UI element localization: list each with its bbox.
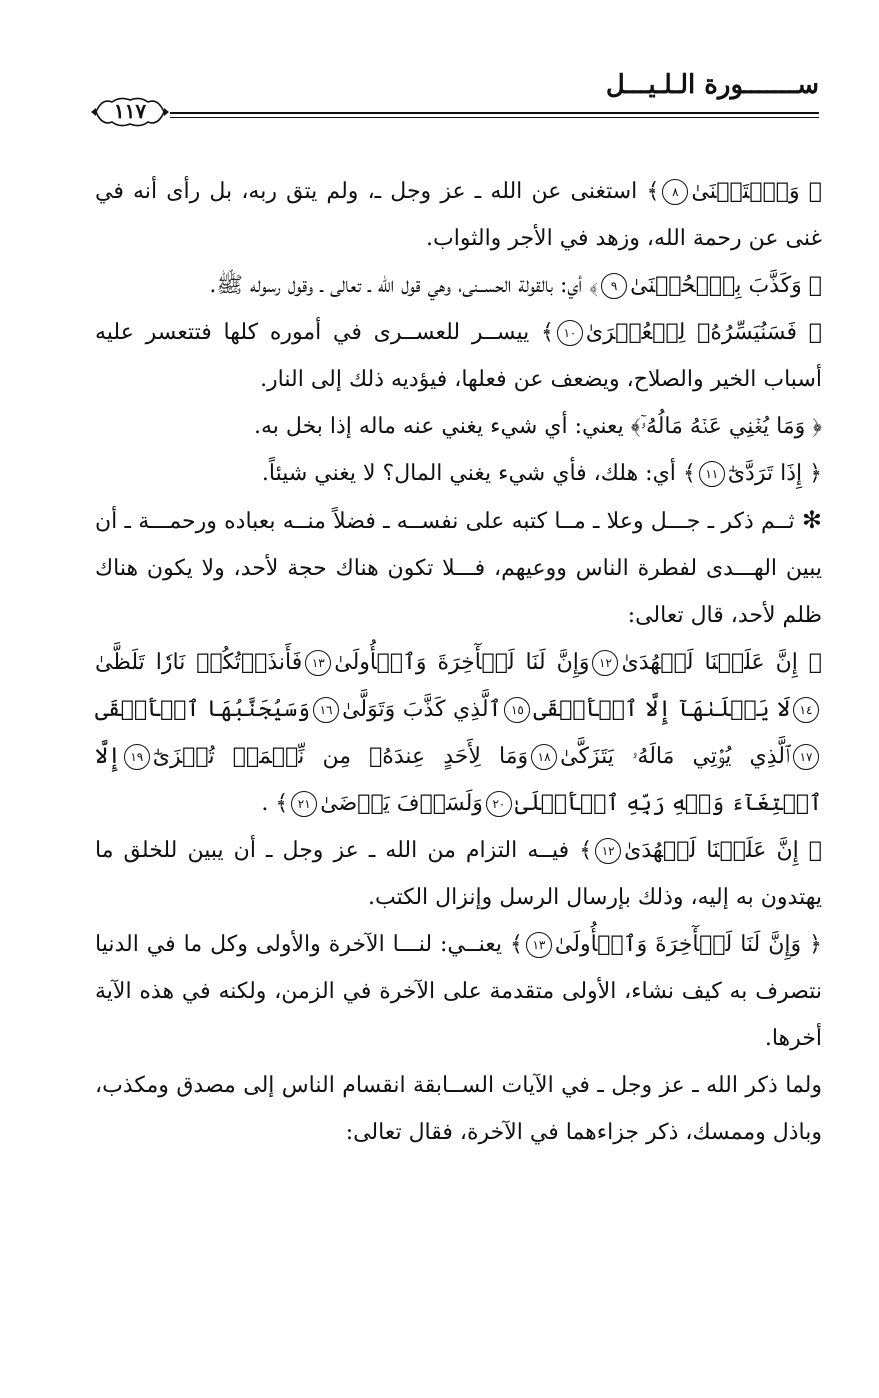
paragraph xyxy=(95,403,822,450)
quran-verse-text: ٱلَّذِي يُؤۡتِي مَالَهُۥ يَتَزَكَّىٰ xyxy=(560,744,791,769)
ayah-number-marker: ١٣ xyxy=(305,650,331,676)
quran-verse-text: ﴾ xyxy=(646,179,660,204)
ayah-number-marker: ١٢ xyxy=(595,838,621,864)
paragraph xyxy=(95,168,822,262)
page-number: ١١٧ xyxy=(113,99,147,123)
quran-verse-text: وَمَا لِأَحَدٍ عِندَهُۥ مِن نِّعۡمَةٖ تُجۡزَىٰٓ xyxy=(152,744,529,769)
commentary-text: ولما ذكر الله ـ عز وجل ـ في الآيات الســابقة انقسام الناس إلى مصدق ومكذب، وباذل وممسك، ذكر جزاءهما في الآخرة، فقال تعالى: xyxy=(95,1073,822,1145)
quran-verse-text: ﴾ xyxy=(682,461,696,486)
ayah-number-marker: ٨ xyxy=(662,179,688,205)
page-body xyxy=(95,168,822,1156)
commentary-text: أي: بالقولة الحســنى، وهي قول الله ـ تعالى ـ وقول رسوله ﷺ. xyxy=(209,273,590,298)
ayah-number-marker: ١٦ xyxy=(313,697,339,723)
quran-verse-text: ٱلَّذِي كَذَّبَ وَتَوَلَّىٰ xyxy=(342,697,502,722)
paragraph xyxy=(95,309,822,403)
ayah-number-marker: ٢٠ xyxy=(486,791,512,817)
ayah-number-marker: ١١ xyxy=(699,461,725,487)
quran-verse-text: ﴾ xyxy=(630,414,641,439)
ayah-number-marker: ٩ xyxy=(601,273,627,299)
ayah-number-marker: ١٠ xyxy=(557,320,583,346)
quran-verse-text: ﴾ xyxy=(510,932,523,957)
header-rule-thin xyxy=(150,117,819,118)
commentary-text: يعنــي: لنـــا الآخرة والأولى وكل ما في الدنيا نتصرف به كيف نشاء، الأولى متقدمة على الآخرة في الزمن، ولكنه في هذه الآية أخرها. xyxy=(95,932,822,1051)
commentary-text: ثــم ذكر ـ جـــل وعلا ـ مــا كتبه على نفســه ـ فضلاً منــه بعباده ورحمـــة ـ أن يبين الهـــدى لفطرة الناس ووعيهم، فـــلا تكون هناك حجة لأحد، ولا يكون هناك ظلم لأحد، قال تعالى: xyxy=(95,509,822,628)
quran-verse-text: فَأَنذَرۡتُكُمۡ نَارٗا تَلَظَّىٰ xyxy=(95,650,303,675)
quran-verse-text: ﴾ xyxy=(541,320,554,345)
ayah-number-marker: ١٩ xyxy=(124,744,150,770)
quran-verse-text: لَا يَصۡلَىٰهَآ إِلَّا ٱلۡأَشۡقَى xyxy=(533,697,790,722)
quran-verse-text: إِلَّا ٱبۡتِغَآءَ وَجۡهِ رَبِّهِ ٱلۡأَعۡلَىٰ xyxy=(95,744,822,816)
quran-verse-text: ﴾ . xyxy=(261,791,289,816)
ayah-number-marker: ١٢ xyxy=(592,650,618,676)
quran-verse-text: ﴿ وَإِنَّ لَنَا لَلۡأٓخِرَةَ وَٱلۡأُولَىٰ xyxy=(554,932,823,957)
quran-verse-text: ﴿ وَٱسۡتَغۡنَىٰ xyxy=(691,179,823,204)
quran-verse-text: ﴿ وَكَذَّبَ بِٱلۡحُسۡنَىٰ xyxy=(630,273,822,298)
commentary-text: ييســر للعســرى في أموره كلها فتتعسر عليه أسباب الخير والصلاح، ويضعف عن فعلها، فيؤديه ذلك إلى النار. xyxy=(95,320,822,392)
ayah-number-marker: ١٧ xyxy=(793,744,819,770)
commentary-text: أي: هلك، فأي شيء يغني المال؟ لا يغني شيئاً. xyxy=(261,461,683,486)
quran-verse-text: ﴿ إِذَا تَرَدَّىٰٓ xyxy=(727,461,822,486)
paragraph xyxy=(95,827,822,921)
paragraph xyxy=(95,262,822,309)
commentary-text: فيــه التزام من الله ـ عز وجل ـ أن يبين للخلق ما يهتدون به إليه، وذلك بإرسال الرسل وإنزال الكتب. xyxy=(95,838,822,910)
quran-verse-text: وَسَيُجَنَّبُهَا ٱلۡأَتۡقَى xyxy=(95,697,311,722)
quran-verse-text: ﴿ إِنَّ عَلَيۡنَا لَلۡهُدَىٰ xyxy=(624,838,823,863)
quran-verse-text: ﴿ وَمَا يُغۡنِي عَنۡهُ مَالُهُۥٓ xyxy=(640,414,822,439)
paragraph xyxy=(95,450,822,497)
page-header xyxy=(90,68,819,138)
ayah-number-marker: ١٣ xyxy=(526,932,552,958)
ayah-number-marker: ١٨ xyxy=(531,744,557,770)
quran-verse-text: ﴾ xyxy=(579,838,593,863)
quran-verse-text: وَإِنَّ لَنَا لَلۡأٓخِرَةَ وَٱلۡأُولَىٰ xyxy=(334,650,590,675)
surah-title: ســـــــورة الـلـيـــل xyxy=(605,70,819,100)
page-number-ornament xyxy=(90,94,170,130)
commentary-text: استغنى عن الله ـ عز وجل ـ، ولم يتق ربه، بل رأى أنه في غنى عن رحمة الله، وزهد في الأجر والثواب. xyxy=(95,179,822,251)
ayah-number-marker: ٢١ xyxy=(291,791,317,817)
quran-verse-text: ﴾ xyxy=(589,273,599,298)
quran-verse-text: ﴿ فَسَنُيَسِّرُهُۥ لِلۡعُسۡرَىٰ xyxy=(585,320,822,345)
paragraph xyxy=(95,639,822,827)
ayah-number-marker: ١٤ xyxy=(793,697,819,723)
star-icon: ✻ xyxy=(801,506,822,534)
header-rule xyxy=(90,112,819,114)
commentary-text: يعني: أي شيء يغني عنه ماله إذا بخل به. xyxy=(254,414,631,439)
paragraph xyxy=(95,1062,822,1156)
ayah-number-marker: ١٥ xyxy=(504,697,530,723)
paragraph xyxy=(95,497,822,639)
quran-verse-text: وَلَسَوۡفَ يَرۡضَىٰ xyxy=(320,791,483,816)
paragraph xyxy=(95,921,822,1062)
quran-verse-text: ﴿ إِنَّ عَلَيۡنَا لَلۡهُدَىٰ xyxy=(621,650,823,675)
